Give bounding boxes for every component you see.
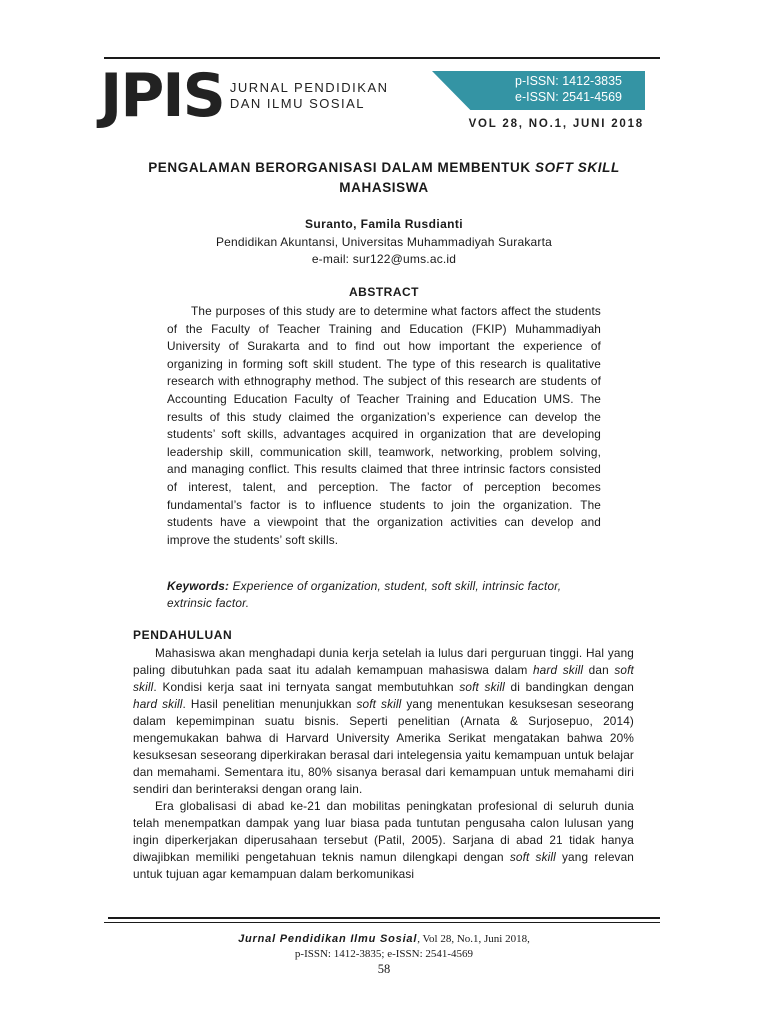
article-title	[110, 158, 658, 198]
affiliation: Pendidikan Akuntansi, Universitas Muhammadiyah Surakarta	[215, 235, 553, 249]
footer-journal-name: Jurnal Pendidikan Ilmu Sosial	[238, 933, 418, 945]
affiliation-block	[110, 234, 658, 268]
p-issn: p-ISSN: 1412-3835	[515, 74, 623, 88]
keywords	[167, 578, 601, 612]
logo-line-2: DAN ILMU SOSIAL	[229, 96, 366, 111]
section-body	[133, 645, 634, 883]
keywords-label: Keywords:	[167, 579, 230, 593]
header-top-rule	[104, 57, 660, 59]
page-number: 58	[377, 962, 391, 976]
title-main: PENGALAMAN BERORGANISASI DALAM MEMBENTUK	[148, 160, 536, 175]
abstract-heading: ABSTRACT	[349, 285, 419, 299]
footer-issn: p-ISSN: 1412-3835; e-ISSN: 2541-4569	[294, 948, 474, 960]
paragraph-2: Era globalisasi di abad ke-21 dan mobilitas peningkatan profesional di seluruh dunia telah menempatkan dampak yang luar biasa pada tuntutan pengusaha calon lulusan yang ingin diperkerjakan diperusahaan tersebut (Patil, 2005). Sarjana di abad 21 tidak hanya diwajibkan memiliki pengetahuan teknis namun dilengkapi dengan soft skill yang relevan untuk tujuan agar kemampuan dalam berkomunikasi	[133, 799, 634, 881]
e-issn: e-ISSN: 2541-4569	[515, 90, 623, 104]
journal-logo	[100, 61, 389, 131]
issn-text	[515, 73, 622, 105]
author-email: e-mail: sur122@ums.ac.id	[311, 252, 457, 266]
authors: Suranto, Famila Rusdianti	[304, 217, 464, 231]
footer-citation	[104, 932, 664, 947]
abstract-text: The purposes of this study are to determine what factors affect the students of the Faculty of Teacher Training and Education (FKIP) Muhammadiyah University of Surakarta and to find out how important the experience of organizing in forming soft skill student. The type of this research is qualitative research with ethnography method. The subject of this research are students of Accounting Education Faculty of Teacher Training and Education UMS. The results of this study claimed the organization’s experience can develop the students’ soft skills, advantages acquired in organization that are developing leadership skill, communication skill, teamwork, networking, problem solving, and managing conflict. This results claimed that three intrinsic factors consisted of interest, talent, and perception. The factor of perception becomes fundamental’s factor is to influence students to join the organization. The students have a viewpoint that the organization activities can develop and improve the students’ soft skills.	[167, 304, 601, 547]
logo-line-1: JURNAL PENDIDIKAN	[229, 80, 389, 95]
footer-rule-thin	[104, 922, 660, 923]
paragraph-1: Mahasiswa akan menghadapi dunia kerja setelah ia lulus dari perguruan tinggi. Hal yang paling dibutuhkan pada saat itu adalah kemampuan mahasiswa dalam hard skill dan soft skill. Kondisi kerja saat ini ternyata sangat membutuhkan soft skill di bandingkan dengan hard skill. Hasil penelitian menunjukkan soft skill yang menentukan kesuksesan seseorang dalam kepemimpinan suatu bisnis. Seperti penelitian (Arnata & Surjosepuo, 2014) mengemukakan bahwa di Harvard University Amerika Serikat mengatakan bahwa 20% kesuksesan seseorang diperkirakan berasal dari intelegensia yaitu kemampuan untuk belajar dan memahami. Sementara itu, 80% sisanya berasal dari kemampuan untuk memahami diri sendiri dan berinteraksi dengan orang lain.	[133, 646, 634, 796]
logo-journal-name	[230, 80, 389, 112]
title-line-2: MAHASISWA	[339, 180, 429, 195]
keywords-list: Experience of organization, student, soft skill, intrinsic factor, extrinsic factor.	[167, 579, 562, 610]
section-heading: PENDAHULUAN	[133, 628, 233, 642]
logo-mark: JPIS	[100, 61, 224, 131]
footer-rule-thick	[108, 917, 660, 919]
title-italic: SOFT SKILL	[535, 160, 620, 175]
footer-volume: , Vol 28, No.1, Juni 2018,	[417, 933, 530, 945]
page-footer	[104, 932, 664, 977]
volume-info: VOL 28, NO.1, JUNI 2018	[468, 118, 644, 130]
